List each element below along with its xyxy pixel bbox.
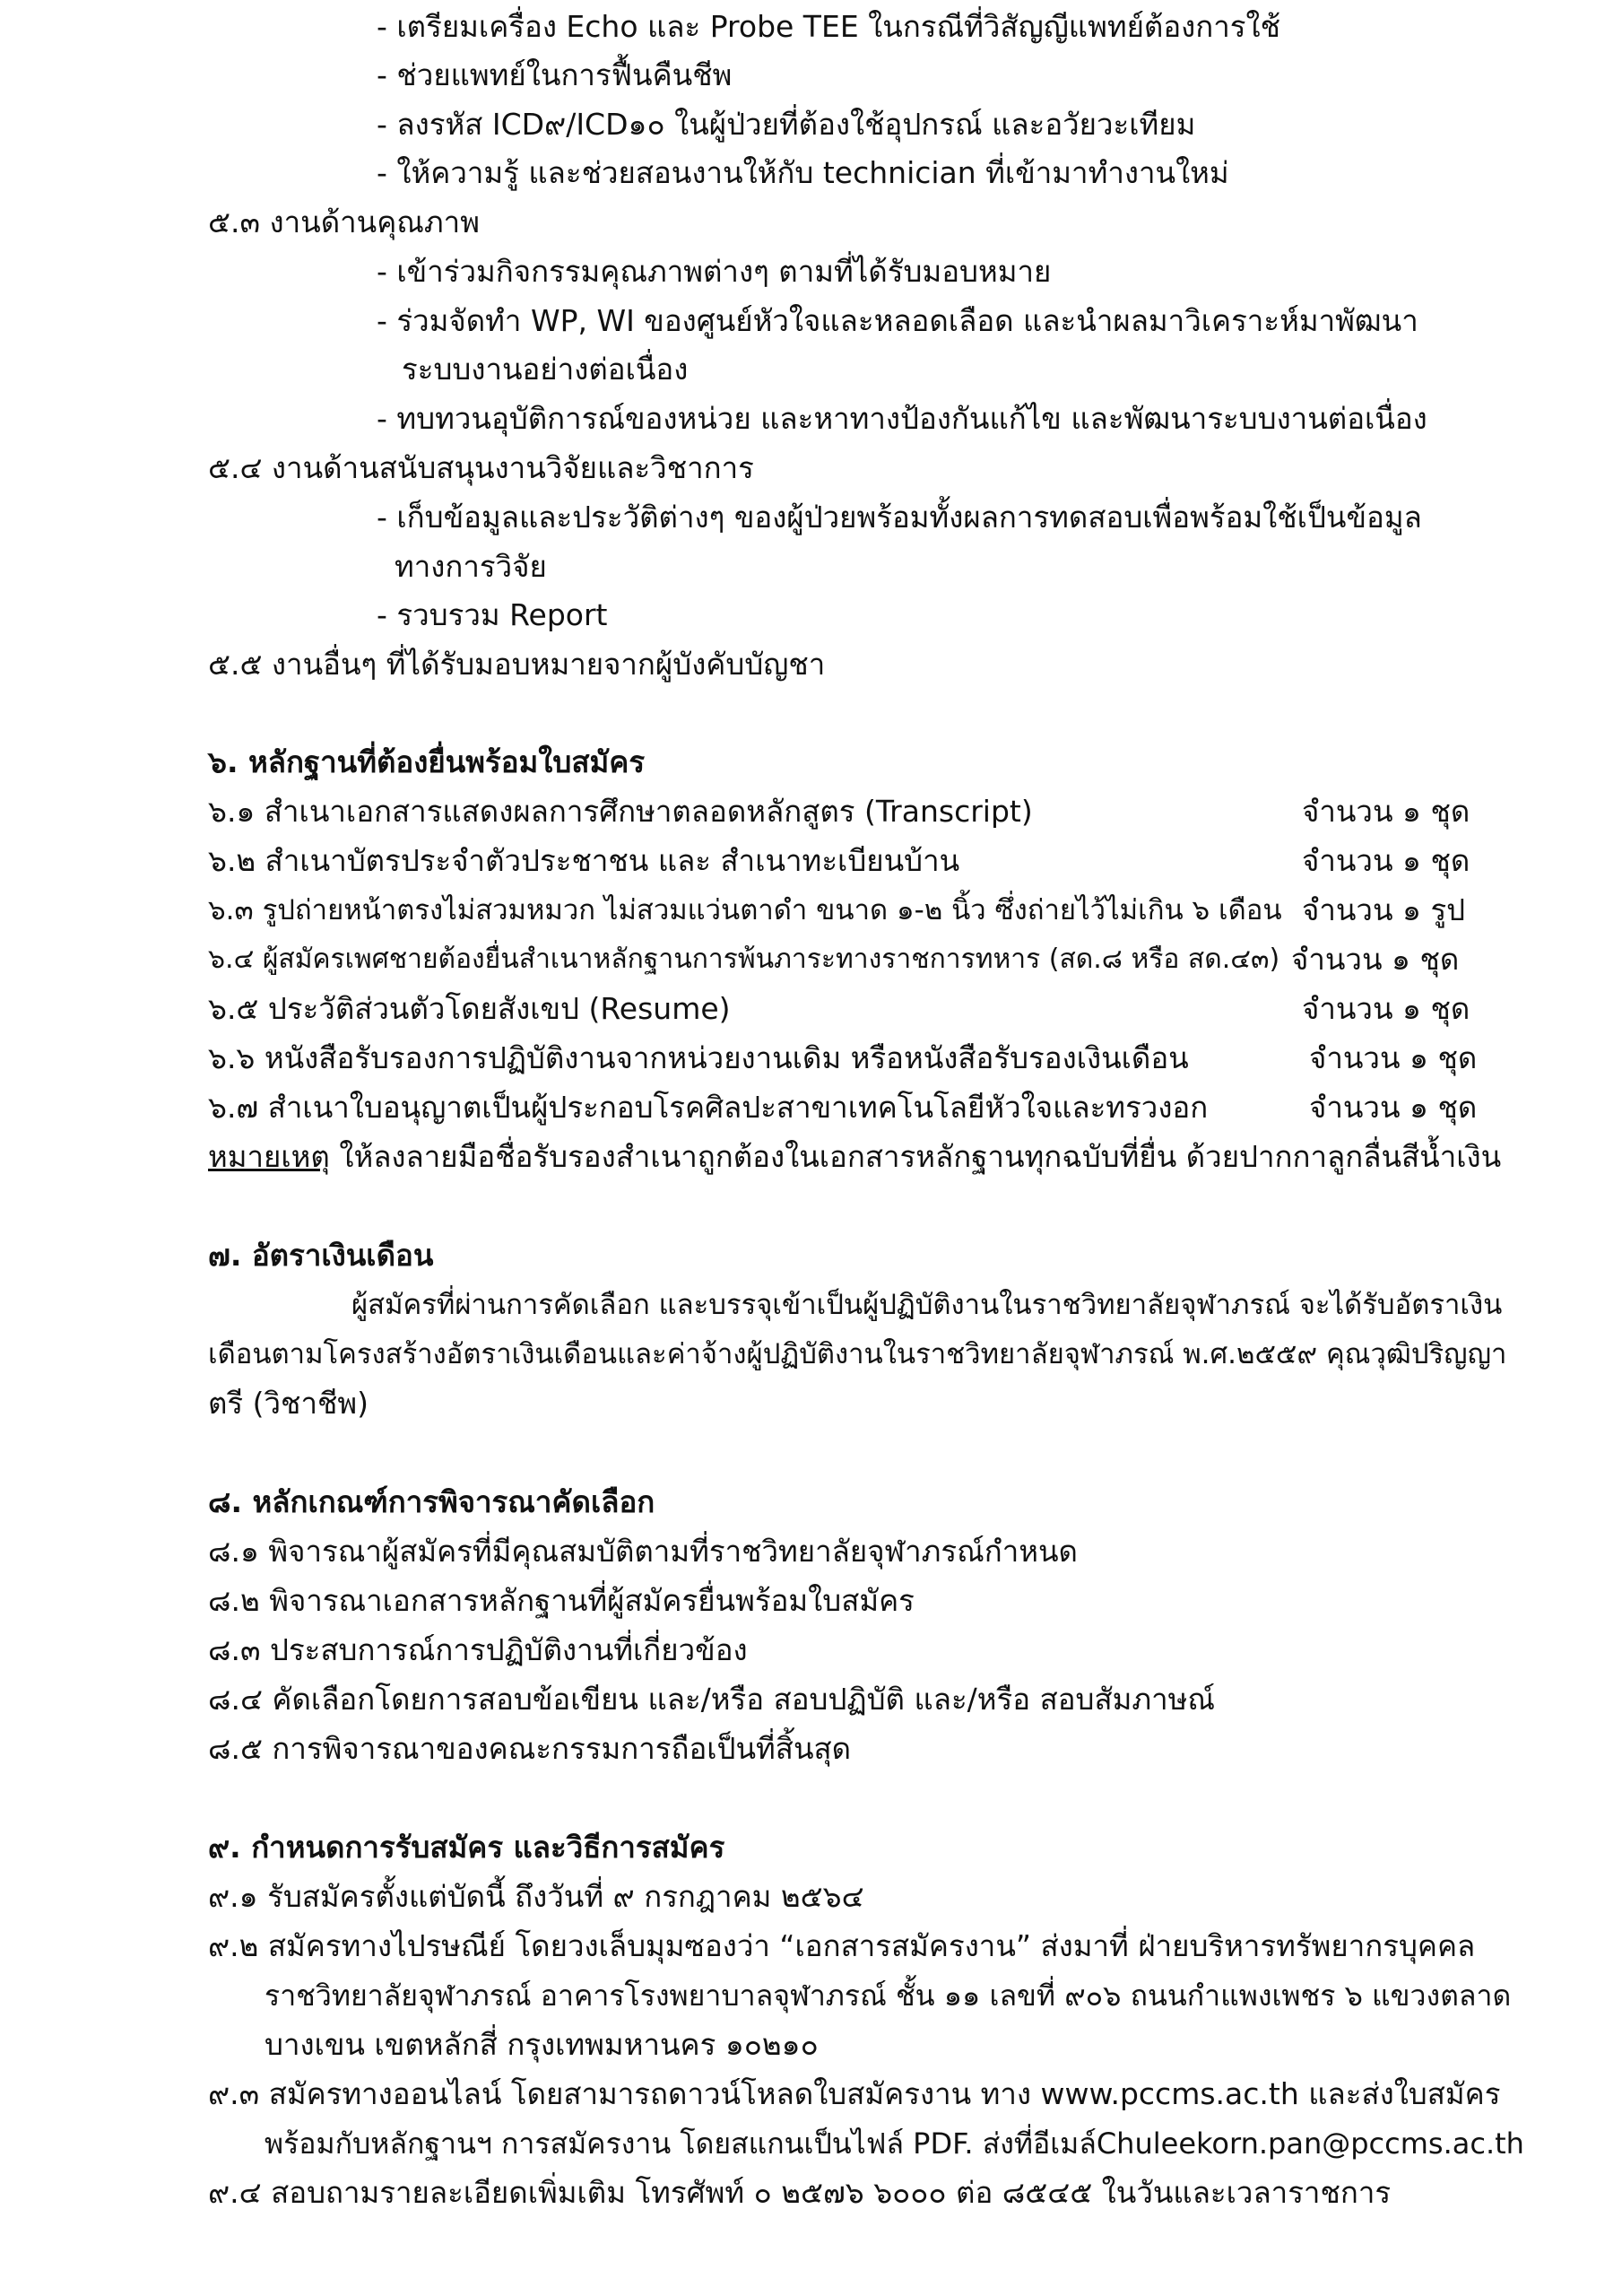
note — [208, 1135, 1501, 1178]
section-7-heading: ๗. อัตราเงินเดือน — [208, 1238, 434, 1273]
subheading-5-5: ๕.๕ งานอื่นๆ ที่ได้รับมอบหมายจากผู้บังคับบัญชา — [208, 647, 826, 682]
application-line: ๙.๒ สมัครทางไปรษณีย์ โดยวงเล็บมุมซองว่า “เอกสารสมัครงาน” ส่งมาที่ ฝ่ายบริหารทรัพยากรบุคคล — [208, 1928, 1476, 1963]
document-quantity: จำนวน ๑ ชุด — [1291, 942, 1460, 977]
research-item: - รวบรวม Report — [377, 597, 608, 632]
quality-item: - เข้าร่วมกิจกรรมคุณภาพต่างๆ ตามที่ได้รับมอบหมาย — [377, 254, 1052, 289]
document-quantity: จำนวน ๑ ชุด — [1302, 991, 1470, 1026]
criteria-item: ๘.๒ พิจารณาเอกสารหลักฐานที่ผู้สมัครยื่นพร้อมใบสมัคร — [208, 1583, 915, 1618]
quality-item: - ทบทวนอุบัติการณ์ของหน่วย และหาทางป้องกันแก้ไข และพัฒนาระบบงานต่อเนื่อง — [377, 401, 1427, 436]
application-address-line: บางเขน เขตหลักสี่ กรุงเทพมหานคร ๑๐๒๑๐ — [265, 2027, 819, 2062]
application-line: ๙.๔ สอบถามรายละเอียดเพิ่มเติม โทรศัพท์ ๐ ๒๕๗๖ ๖๐๐๐ ต่อ ๘๕๔๕ ในวันและเวลาราชการ — [208, 2175, 1392, 2210]
quality-item-cont: ระบบงานอย่างต่อเนื่อง — [402, 352, 689, 387]
criteria-item: ๘.๕ การพิจารณาของคณะกรรมการถือเป็นที่สิ้นสุด — [208, 1731, 852, 1766]
subheading-5-3: ๕.๓ งานด้านคุณภาพ — [208, 204, 480, 239]
research-item: - เก็บข้อมูลและประวัติต่างๆ ของผู้ป่วยพร้อมทั้งผลการทดสอบเพื่อพร้อมใช้เป็นข้อมูล — [377, 500, 1422, 535]
document-quantity: จำนวน ๑ รูป — [1302, 892, 1466, 927]
document-quantity: จำนวน ๑ ชุด — [1309, 1090, 1478, 1125]
duty-icd: - ลงรหัส ICD๙/ICD๑๐ ในผู้ป่วยที่ต้องใช้อุปกรณ์ และอวัยวะเทียม — [377, 107, 1196, 142]
note-text: ให้ลงลายมือชื่อรับรองสำเนาถูกต้องในเอกสารหลักฐานทุกฉบับที่ยื่น ด้วยปากกาลูกลื่นสีน้ำเงิน — [329, 1139, 1502, 1174]
document-quantity: จำนวน ๑ ชุด — [1309, 1040, 1478, 1075]
section-9-heading: ๙. กำหนดการรับสมัคร และวิธีการสมัคร — [208, 1830, 725, 1865]
salary-paragraph-line: เดือนตามโครงสร้างอัตราเงินเดือนและค่าจ้างผู้ปฏิบัติงานในราชวิทยาลัยจุฬาภรณ์ พ.ศ.๒๕๕๙ คุณวุฒิปริญญา — [208, 1338, 1507, 1370]
criteria-item: ๘.๓ ประสบการณ์การปฏิบัติงานที่เกี่ยวข้อง — [208, 1632, 748, 1667]
duty-echo: - เตรียมเครื่อง Echo และ Probe TEE ในกรณีที่วิสัญญีแพทย์ต้องการใช้ — [377, 9, 1281, 44]
note-label: หมายเหตุ — [208, 1139, 330, 1174]
salary-paragraph-line: ผู้สมัครที่ผ่านการคัดเลือก และบรรจุเข้าเป็นผู้ปฏิบัติงานในราชวิทยาลัยจุฬาภรณ์ จะได้รับอัตราเงิน — [351, 1289, 1503, 1321]
document-item: ๖.๒ สำเนาบัตรประจำตัวประชาชน และ สำเนาทะเบียนบ้าน — [208, 843, 960, 878]
duty-cpr: - ช่วยแพทย์ในการฟื้นคืนชีพ — [377, 57, 733, 92]
application-line: ๙.๓ สมัครทางออนไลน์ โดยสามารถดาวน์โหลดใบสมัครงาน ทาง www.pccms.ac.th และส่งใบสมัคร — [208, 2076, 1501, 2111]
document-item: ๖.๔ ผู้สมัครเพศชายต้องยื่นสำเนาหลักฐานการพ้นภาระทางราชการทหาร (สด.๘ หรือ สด.๔๓) — [208, 944, 1280, 975]
duty-training: - ให้ความรู้ และช่วยสอนงานให้กับ technician ที่เข้ามาทำงานใหม่ — [377, 155, 1229, 190]
salary-paragraph-line: ตรี (วิชาชีพ) — [208, 1386, 369, 1421]
criteria-item: ๘.๔ คัดเลือกโดยการสอบข้อเขียน และ/หรือ สอบปฏิบัติ และ/หรือ สอบสัมภาษณ์ — [208, 1682, 1216, 1717]
document-quantity: จำนวน ๑ ชุด — [1302, 794, 1470, 829]
document-item: ๖.๓ รูปถ่ายหน้าตรงไม่สวมหมวก ไม่สวมแว่นตาดำ ขนาด ๑-๒ นิ้ว ซึ่งถ่ายไว้ไม่เกิน ๖ เดือน — [208, 894, 1282, 926]
research-item-cont: ทางการวิจัย — [395, 549, 547, 584]
application-address-line: ราชวิทยาลัยจุฬาภรณ์ อาคารโรงพยาบาลจุฬาภรณ์ ชั้น ๑๑ เลขที่ ๙๐๖ ถนนกำแพงเพชร ๖ แขวงตลาด — [265, 1979, 1512, 2013]
section-8-heading: ๘. หลักเกณฑ์การพิจารณาคัดเลือก — [208, 1484, 655, 1519]
quality-item: - ร่วมจัดทำ WP, WI ของศูนย์หัวใจและหลอดเลือด และนำผลมาวิเคราะห์มาพัฒนา — [377, 303, 1418, 338]
section-6-heading: ๖. หลักฐานที่ต้องยื่นพร้อมใบสมัคร — [208, 744, 646, 779]
document-item: ๖.๗ สำเนาใบอนุญาตเป็นผู้ประกอบโรคศิลปะสาขาเทคโนโลยีหัวใจและทรวงอก — [208, 1090, 1209, 1125]
application-line-cont: พร้อมกับหลักฐานฯ การสมัครงาน โดยสแกนเป็นไฟล์ PDF. ส่งที่อีเมล์Chuleekorn.pan@pccms.ac.th — [265, 2126, 1524, 2161]
subheading-5-4: ๕.๔ งานด้านสนับสนุนงานวิจัยและวิชาการ — [208, 450, 754, 485]
criteria-item: ๘.๑ พิจารณาผู้สมัครที่มีคุณสมบัติตามที่ราชวิทยาลัยจุฬาภรณ์กำหนด — [208, 1534, 1078, 1569]
document-quantity: จำนวน ๑ ชุด — [1302, 843, 1470, 878]
document-item: ๖.๖ หนังสือรับรองการปฏิบัติงานจากหน่วยงานเดิม หรือหนังสือรับรองเงินเดือน — [208, 1040, 1189, 1075]
application-line: ๙.๑ รับสมัครตั้งแต่บัดนี้ ถึงวันที่ ๙ กรกฎาคม ๒๕๖๔ — [208, 1879, 864, 1914]
document-item: ๖.๕ ประวัติส่วนตัวโดยสังเขป (Resume) — [208, 991, 731, 1026]
document-item: ๖.๑ สำเนาเอกสารแสดงผลการศึกษาตลอดหลักสูตร (Transcript) — [208, 794, 1033, 829]
